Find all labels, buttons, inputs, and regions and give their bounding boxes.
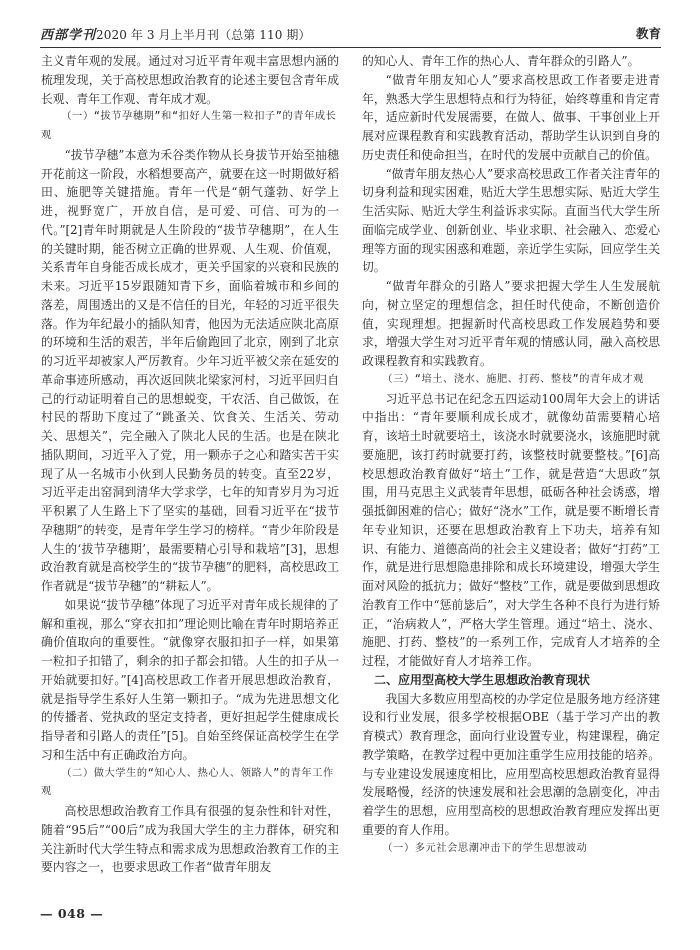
paragraph: 的知心人、青年工作的热心人、青年群众的引路人”。 — [362, 54, 640, 68]
subsection-heading: （一）多元社会思潮冲击下的学生思想波动 — [382, 842, 588, 854]
right-column — [362, 52, 660, 858]
journal-issue-line — [40, 24, 311, 43]
issue-info: 2020 年 3 月上半月刊（总第 110 期） — [96, 28, 311, 42]
paragraph: 主义青年观的发展。通过对习近平青年观丰富思想内涵的梳理发现，关于高校思想政治教育的论述主要包含青年成长观、青年工作观、青年成才观。 — [41, 54, 339, 106]
paragraph: “做青年群众的引路人”要求把握大学生人生发展航向，树立坚定的理想信念，担任时代使命，不断创造价值，实现理想。把握新时代高校思政工作发展趋势和要求，增强大学生对习近平青年观的情感认同，融入高校思政课程教育和实践教育。 — [362, 279, 660, 368]
journal-name: 西部学刊 — [40, 28, 97, 43]
section-name: 教育 — [635, 26, 661, 41]
paragraph: “做青年朋友知心人”要求高校思政工作者要走进青年，熟悉大学生思想特点和行为特征，始终尊重和肯定青年，适应新时代发展需要，在做人、做事、干事创业上开展对应课程教育和实践教育活动，帮助学生认识到自身的历史责任和使命担当，在时代的发展中贡献自己的价值。 — [362, 72, 660, 162]
running-header — [40, 20, 661, 48]
paragraph: 习近平总书记在纪念五四运动100周年大会上的讲话中指出：“青年要顺利成长成才，就像幼苗需要精心培育，该培土时就要培土，该浇水时就要浇水，该施肥时就要施肥，该打药时就要打药，该整枝时就要整枝。”[6]高校思想政治教育做好“培土”工作，就是营造“大思政”氛围，用马克思主义武装青年思想，砥砺各种社会诱惑，增强抵御困难的信心；做好“浇水”工作，就是要不断增长青年专业知识，还要在思想政治教育上下功夫，培养有知识、有能力、道德高尚的社会主义建设者；做好“打药”工作，就是进行思想隐患排除和成长环境建设，增强大学生面对风险的抵抗力；做好“整枝”工作，就是要做到思想政治教育工作中“惩前毖后”，对大学生各种不良行为进行矫正，“治病救人”，严格大学生管理。通过“培土、浇水、施肥、打药、整枝”的一系列工作，完成育人才培养的全过程，才能做好育人才培养工作。 — [362, 391, 660, 668]
paragraph: “拔节孕穗”本意为禾谷类作物从长身拔节开始至抽穗开花前这一阶段，水稻想要高产，就要在这一时期做好稻田、施肥等关键措施。青年一代是“朝气蓬勃、好学上进，视野宽广，开放自信，是可爱、可信、可为的一代。”[2]青年时期就是人生阶段的“拔节孕穗期”，在人生的关键时期，能否树立正确的世界观、人生观、价值观，关系青年自身能否成长成才，更关乎国家的兴衰和民族的未来。习近平15岁跟随知青下乡，面临着城市和乡间的落差，周围透出的又是不信任的目光，年轻的习近平很失落。作为年纪最小的插队知青，他因为无法适应陕北高原的环境和生活的艰苦，半年后偷跑回了北京，刚到了北京的习近平却被家人严厉教育。少年习近平被父亲在延安的革命事迹所感动，再次返回陕北梁家河村，习近平回归自己的行动证明着自己的思想蜕变，干农活、自己做饭，在村民的帮助下度过了“跳蚤关、饮食关、生活关、劳动关、思想关”，完全融入了陕北人民的生活。也是在陕北插队期间，习近平入了党，用一颗赤子之心和踏实苦干实现了从一名城市小伙到人民勤务员的转变。直至22岁，习近平走出窑洞到清华大学求学，七年的知青岁月为习近平积累了人生路上下了坚实的基础，回看习近平在“拔节孕穗期”的转变，是青年学生学习的榜样。“青少年阶段是人生的‘拔节孕穗期’，最需要精心引导和栽培”[3]，思想政治教育就是高校学生的“拔节孕穗”的肥料，高校思政工作者就是“拔节孕穗”的“耕耘人”。 — [41, 147, 339, 593]
section-heading: 二、应用型高校大学生思想政治教育现状 — [374, 672, 591, 687]
paragraph: 如果说“拔节孕穗”体现了习近平对青年成长规律的了解和重视，那么“穿衣扣扣”理论则比喻在青年时期培养正确价值取向的重要性。“就像穿衣服扣扣子一样，如果第一粒扣子扣错了，剩余的扣子都会扣错。人生的扣子从一开始就要扣好。”[4]高校思政工作者开展思想政治教育，就是指导学生系好人生第一颗扣子。“成为先进思想文化的传播者、党执政的坚定支持者，更好担起学生健康成长指导者和引路人的责任”[5]。自始至终保证高校学生在学习和生活中有正确政治方向。 — [41, 597, 339, 762]
page-number: — 048 — — [40, 906, 104, 921]
left-column — [41, 52, 339, 877]
paragraph: “做青年朋友热心人”要求高校思政工作者关注青年的切身利益和现实困难，贴近大学生思想实际、贴近大学生生活实际、贴近大学生利益诉求实际。直面当代大学生所面临完成学业、创新创业、毕业求职、社会融入、恋爱心理等方面的现实困惑和难题，亲近学生实际，回应学生关切。 — [362, 166, 660, 275]
subsection-heading: （三）“培土、浇水、施肥、打药、整枝”的青年成才观 — [382, 373, 644, 385]
paragraph: 高校思想政治教育工作具有很强的复杂性和针对性，随着“95后”“00后”成为我国大学生的主力群体，研究和关注新时代大学生特点和需求成为思想政治教育工作的主要内容之一，也要求思政工作者“做青年朋友 — [41, 804, 339, 875]
subsection-heading: （一）“拔节孕穗期”和“扣好人生第一粒扣子”的青年成长观 — [41, 111, 337, 141]
paragraph: 我国大多数应用型高校的办学定位是服务地方经济建设和行业发展，很多学校根据OBE（基于学习产出的教育模式）教育理念，面向行业设置专业，构建课程，确定教学策略，在教学过程中更加注重学生应用技能的培养。与专业建设发展速度相比，应用型高校思想政治教育显得发展略慢，经济的快速发展和社会思潮的急剧变化，冲击着学生的思想，应用型高校的思想政治教育理应发挥出更重要的育人作用。 — [362, 691, 660, 837]
subsection-heading: （二）做大学生的“知心人、热心人、领路人”的青年工作观 — [41, 767, 334, 798]
